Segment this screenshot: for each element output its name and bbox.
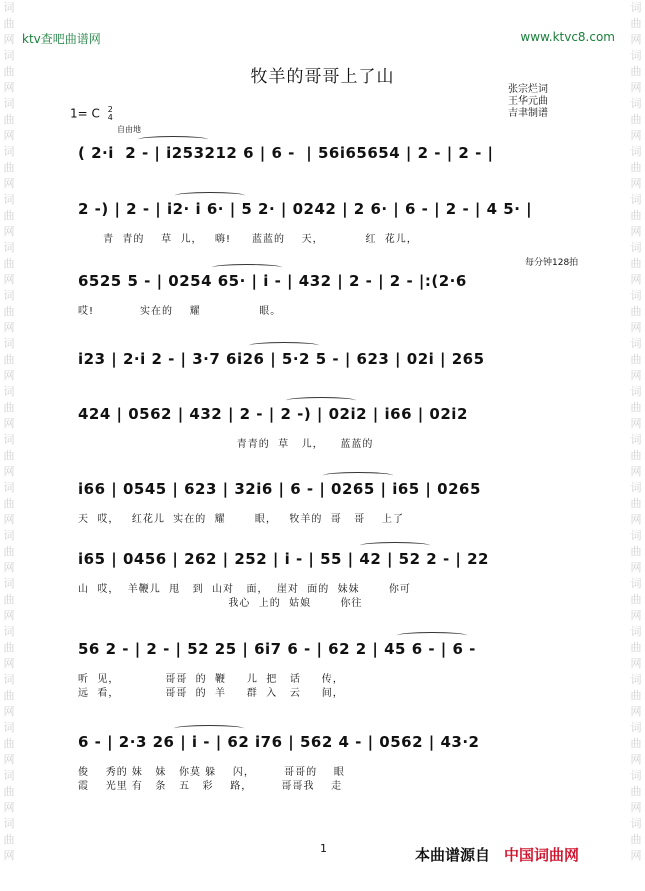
watermark-char: 曲 [3, 353, 15, 366]
source-note [415, 844, 579, 865]
watermark-char: 网 [630, 369, 642, 382]
lyric-line-1: 俊 秀的 妹 妹 你莫 躲 闪， 哥哥的 眼 [78, 767, 345, 778]
key-label: 1= C [70, 106, 100, 121]
watermark-char: 网 [3, 33, 15, 46]
watermark-char: 词 [3, 577, 15, 590]
watermark-char: 曲 [630, 353, 642, 366]
lyric-line-1: 听 见， 哥哥 的 鞭 儿 把 话 传， [78, 674, 344, 685]
watermark-char: 网 [3, 801, 15, 814]
watermark-char: 网 [630, 705, 642, 718]
watermark-char: 词 [3, 385, 15, 398]
watermark-char: 网 [3, 369, 15, 382]
watermark-char: 曲 [630, 689, 642, 702]
watermark-char: 词 [630, 145, 642, 158]
watermark-char: 词 [3, 481, 15, 494]
watermark-char: 曲 [630, 305, 642, 318]
watermark-char: 网 [3, 225, 15, 238]
watermark-char: 词 [630, 241, 642, 254]
watermark-char: 词 [3, 673, 15, 686]
lyric-line-1: 哎! 实在的 耀 眼。 [78, 306, 282, 317]
watermark-char: 词 [630, 577, 642, 590]
watermark-char: 词 [630, 721, 642, 734]
site-url-right[interactable]: www.ktvc8.com [520, 30, 615, 44]
watermark-char: 网 [3, 321, 15, 334]
watermark-char: 词 [630, 49, 642, 62]
watermark-char: 词 [630, 337, 642, 350]
watermark-char: 网 [3, 849, 15, 862]
watermark-char: 曲 [3, 113, 15, 126]
watermark-char: 曲 [630, 833, 642, 846]
watermark-char: 曲 [3, 497, 15, 510]
watermark-char: 曲 [3, 161, 15, 174]
watermark-char: 网 [3, 417, 15, 430]
watermark-char: 网 [3, 705, 15, 718]
watermark-char: 网 [630, 753, 642, 766]
watermark-char: 曲 [3, 209, 15, 222]
song-title: 牧羊的哥哥上了山 [250, 67, 395, 87]
page-number: 1 [320, 842, 327, 855]
slur-mark [249, 342, 319, 349]
credits [508, 84, 548, 120]
notation-line: i23 | 2·i 2 - | 3·7 6i26 | 5·2 5 - | 623 | 02i | 265 [78, 350, 485, 368]
watermark-char: 网 [3, 81, 15, 94]
watermark-char: 网 [3, 177, 15, 190]
watermark-char: 词 [630, 385, 642, 398]
watermark-char: 网 [3, 465, 15, 478]
watermark-char: 词 [630, 673, 642, 686]
watermark-char: 曲 [630, 161, 642, 174]
watermark-char: 网 [630, 129, 642, 142]
notation-line: 424 | 0562 | 432 | 2 - | 2 -) | 02i2 | i66 | 02i2 [78, 405, 468, 423]
watermark-char: 词 [630, 433, 642, 446]
watermark-char: 曲 [630, 113, 642, 126]
watermark-char: 曲 [3, 641, 15, 654]
watermark-char: 词 [630, 1, 642, 14]
watermark-char: 网 [630, 561, 642, 574]
watermark-char: 网 [3, 129, 15, 142]
watermark-char: 词 [630, 529, 642, 542]
lyric-line-2: 远 看， 哥哥 的 羊 群 入 云 间， [78, 688, 344, 699]
watermark-char: 网 [630, 417, 642, 430]
watermark-char: 曲 [3, 737, 15, 750]
watermark-char: 曲 [3, 545, 15, 558]
watermark-char: 曲 [630, 17, 642, 30]
watermark-char: 曲 [630, 497, 642, 510]
lyric-line-2: 霞 光里 有 条 五 彩 路， 哥哥我 走 [78, 781, 343, 792]
watermark-char: 词 [3, 817, 15, 830]
watermark-char: 词 [3, 721, 15, 734]
lyric-line-2: 我心 上的 姑娘 你往 [78, 598, 363, 609]
slur-mark [138, 136, 208, 143]
watermark-char: 词 [3, 145, 15, 158]
watermark-char: 曲 [630, 545, 642, 558]
tempo-bpm: 每分钟128拍 [525, 258, 579, 268]
watermark-char: 网 [630, 33, 642, 46]
notation-line: 6 - | 2·3 26 | i - | 62 i76 | 562 4 - | 0562 | 43·2 [78, 733, 480, 751]
key-signature [70, 106, 113, 122]
watermark-char: 曲 [630, 641, 642, 654]
watermark-char: 词 [3, 529, 15, 542]
watermark-char: 词 [630, 769, 642, 782]
watermark-char: 网 [630, 225, 642, 238]
watermark-char: 网 [630, 801, 642, 814]
watermark-char: 网 [630, 321, 642, 334]
watermark-char: 曲 [3, 785, 15, 798]
lyric-line-1: 山 哎， 羊鞭儿 甩 到 山对 面， 崖对 面的 妹妹 你可 [78, 584, 411, 595]
watermark-char: 曲 [3, 305, 15, 318]
watermark-char: 词 [3, 193, 15, 206]
watermark-char: 曲 [630, 257, 642, 270]
watermark-char: 词 [630, 481, 642, 494]
watermark-char: 网 [630, 273, 642, 286]
watermark-char: 曲 [3, 257, 15, 270]
watermark-char: 词 [3, 97, 15, 110]
watermark-char: 词 [630, 97, 642, 110]
site-name-left[interactable]: ktv查吧曲谱网 [22, 32, 101, 46]
time-bottom: 4 [107, 113, 113, 122]
notation-line: i65 | 0456 | 262 | 252 | i - | 55 | 42 | 52 2 - | 22 [78, 550, 489, 568]
watermark-char: 词 [3, 1, 15, 14]
tempo-marking: 自由地 [117, 125, 141, 134]
slur-mark [212, 264, 282, 271]
lyric-line-1: 天 哎， 红花儿 实在的 耀 眼， 牧羊的 哥 哥 上了 [78, 514, 405, 525]
watermark-char: 网 [630, 513, 642, 526]
lyric-line-1: 青 青的 草 儿， 嗨! 蓝蓝的 天， 红 花儿， [78, 234, 418, 245]
notation-line: ( 2·i 2 - | i253212 6 | 6 - | 56i65654 | 2 - | 2 - | [78, 144, 494, 162]
lyric-line-1: 青青的 草 儿， 蓝蓝的 [78, 439, 374, 450]
watermark-char: 网 [3, 273, 15, 286]
watermark-char: 词 [630, 817, 642, 830]
watermark-char: 曲 [630, 593, 642, 606]
watermark-char: 词 [3, 289, 15, 302]
watermark-char: 曲 [3, 449, 15, 462]
watermark-char: 网 [630, 657, 642, 670]
watermark-char: 曲 [3, 833, 15, 846]
slur-mark [360, 542, 430, 549]
transcriber: 吉聿制谱 [508, 108, 548, 119]
watermark-char: 曲 [630, 785, 642, 798]
watermark-char: 曲 [630, 209, 642, 222]
right-watermark-strip [627, 0, 645, 891]
watermark-char: 词 [3, 769, 15, 782]
watermark-char: 网 [3, 513, 15, 526]
watermark-char: 曲 [630, 737, 642, 750]
source-brand[interactable]: 中国词曲网 [504, 846, 580, 864]
watermark-char: 词 [3, 337, 15, 350]
watermark-char: 曲 [3, 401, 15, 414]
watermark-char: 曲 [630, 449, 642, 462]
watermark-char: 词 [3, 49, 15, 62]
slur-mark [323, 472, 393, 479]
watermark-char: 网 [630, 849, 642, 862]
watermark-char: 网 [3, 609, 15, 622]
watermark-char: 词 [3, 241, 15, 254]
source-label: 本曲谱源自 [415, 846, 491, 864]
watermark-char: 曲 [3, 17, 15, 30]
slur-mark [174, 725, 244, 732]
composer: 王华元曲 [508, 96, 548, 107]
watermark-char: 网 [3, 753, 15, 766]
lyricist: 张宗烂词 [508, 84, 548, 95]
notation-line: 56 2 - | 2 - | 52 25 | 6i7 6 - | 62 2 | 45 6 - | 6 - [78, 640, 476, 658]
watermark-char: 曲 [3, 593, 15, 606]
notation-line: 6525 5 - | 0254 65· | i - | 432 | 2 - | 2 - |:(2·6 [78, 272, 467, 290]
watermark-char: 曲 [3, 689, 15, 702]
watermark-char: 词 [630, 289, 642, 302]
watermark-char: 网 [3, 561, 15, 574]
left-watermark-strip [0, 0, 18, 891]
watermark-char: 曲 [3, 65, 15, 78]
time-signature [108, 106, 113, 122]
watermark-char: 词 [3, 625, 15, 638]
time-top: 2 [107, 105, 113, 114]
watermark-char: 曲 [630, 65, 642, 78]
slur-mark [175, 192, 245, 199]
watermark-char: 词 [3, 433, 15, 446]
watermark-char: 网 [3, 657, 15, 670]
watermark-char: 网 [630, 609, 642, 622]
slur-mark [286, 397, 356, 404]
watermark-char: 网 [630, 81, 642, 94]
watermark-char: 曲 [630, 401, 642, 414]
watermark-char: 词 [630, 193, 642, 206]
watermark-char: 网 [630, 465, 642, 478]
notation-line: i66 | 0545 | 623 | 32i6 | 6 - | 0265 | i65 | 0265 [78, 480, 481, 498]
watermark-char: 网 [630, 177, 642, 190]
slur-mark [397, 632, 467, 639]
watermark-char: 词 [630, 625, 642, 638]
notation-line: 2 -) | 2 - | i2· i 6· | 5 2· | 0242 | 2 6· | 6 - | 2 - | 4 5· | [78, 200, 533, 218]
